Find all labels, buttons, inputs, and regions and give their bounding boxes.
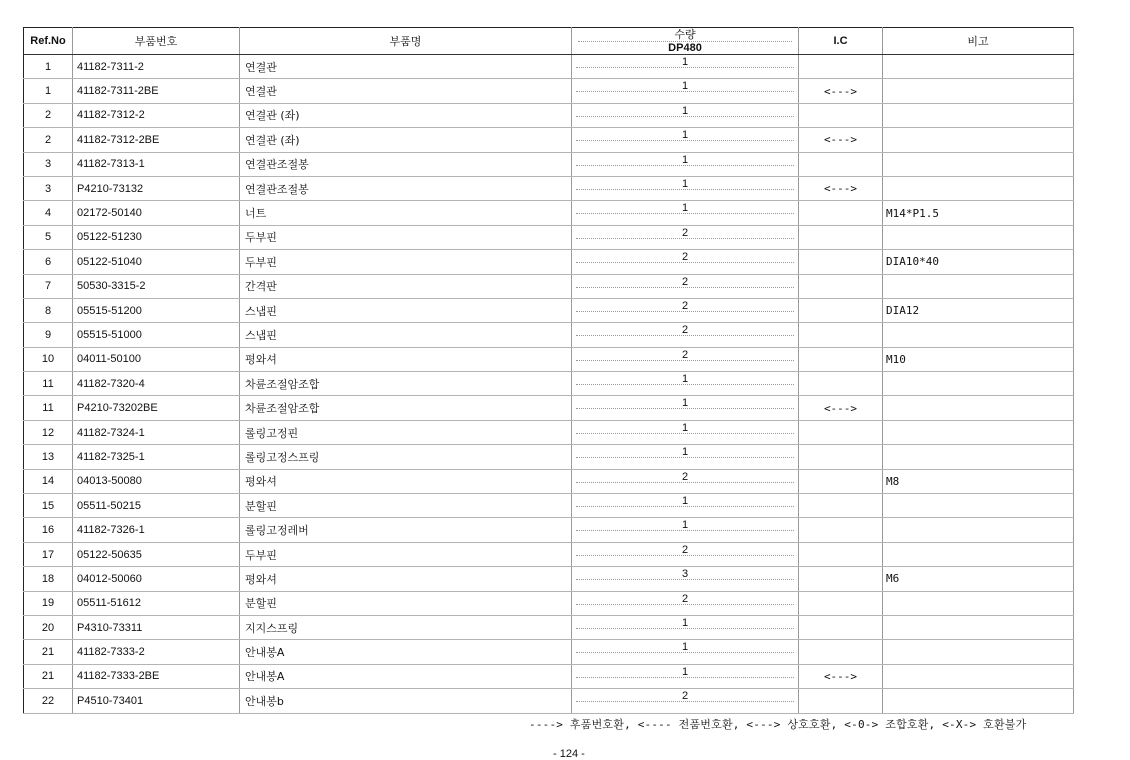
cell-remark [883,152,1074,176]
cell-part-number: 05122-51230 [73,225,240,249]
cell-interchange [799,445,883,469]
header-row [24,28,1074,55]
cell-part-number: P4210-73132 [73,176,240,200]
cell-quantity [572,128,799,152]
table-row [24,396,1074,420]
cell-ref-no: 2 [24,128,73,152]
cell-remark [883,420,1074,444]
quantity-value: 1 [681,104,689,117]
cell-quantity [572,347,799,371]
cell-remark [883,103,1074,127]
table-row [24,640,1074,664]
header-quantity [572,28,799,55]
cell-ref-no: 8 [24,298,73,322]
quantity-value: 2 [681,543,689,556]
cell-interchange [799,640,883,664]
cell-ref-no: 16 [24,518,73,542]
cell-interchange [799,201,883,225]
cell-quantity [572,689,799,713]
cell-ref-no: 4 [24,201,73,225]
cell-part-name: 평와셔 [240,567,572,591]
table-row [24,201,1074,225]
cell-interchange [799,591,883,615]
cell-part-name: 두부핀 [240,542,572,566]
quantity-value: 1 [681,80,689,93]
cell-interchange [799,347,883,371]
quantity-value: 1 [681,519,689,532]
cell-remark: DIA10*40 [883,250,1074,274]
quantity-value: 2 [681,299,689,312]
cell-remark [883,494,1074,518]
cell-quantity [572,567,799,591]
table-row [24,615,1074,639]
cell-part-number: 02172-50140 [73,201,240,225]
cell-ref-no: 21 [24,664,73,688]
cell-interchange: <---> [799,128,883,152]
cell-ref-no: 9 [24,323,73,347]
cell-quantity [572,201,799,225]
cell-ref-no: 22 [24,689,73,713]
header-ic: I.C [799,28,883,55]
cell-interchange [799,372,883,396]
cell-interchange [799,518,883,542]
table-row [24,103,1074,127]
cell-ref-no: 3 [24,176,73,200]
cell-quantity [572,469,799,493]
cell-part-number: 41182-7311-2 [73,55,240,79]
cell-remark [883,615,1074,639]
cell-remark [883,372,1074,396]
table-row [24,176,1074,200]
table-row [24,323,1074,347]
cell-quantity [572,79,799,103]
cell-part-name: 연결관조절봉 [240,152,572,176]
cell-remark [883,274,1074,298]
cell-remark [883,128,1074,152]
cell-interchange [799,494,883,518]
cell-part-number: 41182-7313-1 [73,152,240,176]
cell-part-name: 분할핀 [240,591,572,615]
quantity-value: 1 [681,421,689,434]
header-remarks: 비고 [883,28,1074,55]
cell-interchange [799,567,883,591]
cell-part-number: P4510-73401 [73,689,240,713]
cell-part-number: 41182-7333-2 [73,640,240,664]
cell-ref-no: 13 [24,445,73,469]
cell-quantity [572,445,799,469]
cell-part-name: 간격판 [240,274,572,298]
cell-quantity [572,225,799,249]
cell-ref-no: 18 [24,567,73,591]
cell-part-number: 05122-51040 [73,250,240,274]
cell-part-name: 안내봉b [240,689,572,713]
cell-remark [883,542,1074,566]
header-ref-no: Ref.No [24,28,73,55]
quantity-value: 1 [681,153,689,166]
cell-part-name: 안내봉A [240,640,572,664]
page-number: - 124 - [553,748,585,760]
cell-part-name: 안내봉A [240,664,572,688]
cell-part-name: 연결관 [240,55,572,79]
cell-part-number: 41182-7312-2BE [73,128,240,152]
cell-part-name: 너트 [240,201,572,225]
cell-part-name: 연결관조절봉 [240,176,572,200]
cell-part-name: 롤링고정스프링 [240,445,572,469]
cell-interchange [799,420,883,444]
cell-part-number: 41182-7326-1 [73,518,240,542]
cell-ref-no: 1 [24,79,73,103]
cell-interchange: <---> [799,396,883,420]
cell-ref-no: 2 [24,103,73,127]
cell-part-name: 연결관 [240,79,572,103]
cell-quantity [572,494,799,518]
table-row [24,128,1074,152]
cell-part-name: 분할핀 [240,494,572,518]
parts-table [23,27,1074,714]
cell-interchange [799,542,883,566]
quantity-value: 1 [681,202,689,215]
cell-part-number: 05122-50635 [73,542,240,566]
cell-part-name: 연결관 (좌) [240,128,572,152]
quantity-value: 1 [681,495,689,508]
table-row [24,420,1074,444]
cell-part-name: 지지스프링 [240,615,572,639]
cell-part-number: 50530-3315-2 [73,274,240,298]
cell-ref-no: 21 [24,640,73,664]
cell-ref-no: 7 [24,274,73,298]
table-row [24,347,1074,371]
quantity-value: 2 [681,324,689,337]
cell-interchange [799,250,883,274]
cell-quantity [572,420,799,444]
table-row [24,469,1074,493]
cell-part-name: 롤링고정핀 [240,420,572,444]
cell-interchange [799,323,883,347]
cell-quantity [572,323,799,347]
cell-part-number: 41182-7324-1 [73,420,240,444]
cell-interchange [799,469,883,493]
cell-quantity [572,396,799,420]
table-row [24,250,1074,274]
cell-part-number: 05511-50215 [73,494,240,518]
cell-part-number: 04013-50080 [73,469,240,493]
cell-interchange [799,103,883,127]
cell-interchange: <---> [799,79,883,103]
cell-ref-no: 6 [24,250,73,274]
cell-remark [883,664,1074,688]
quantity-value: 2 [681,690,689,703]
cell-remark [883,323,1074,347]
table-row [24,298,1074,322]
quantity-value: 1 [681,641,689,654]
cell-ref-no: 5 [24,225,73,249]
cell-quantity [572,176,799,200]
cell-quantity [572,518,799,542]
cell-part-name: 스냅핀 [240,323,572,347]
cell-ref-no: 1 [24,55,73,79]
quantity-value: 2 [681,275,689,288]
cell-part-number: 05511-51612 [73,591,240,615]
cell-ref-no: 10 [24,347,73,371]
cell-interchange [799,152,883,176]
cell-remark [883,689,1074,713]
table-row [24,494,1074,518]
quantity-value: 2 [681,348,689,361]
parts-body [24,55,1074,714]
cell-part-number: 41182-7325-1 [73,445,240,469]
cell-remark [883,591,1074,615]
quantity-value: 1 [681,616,689,629]
cell-quantity [572,152,799,176]
cell-remark [883,79,1074,103]
cell-part-number: 41182-7333-2BE [73,664,240,688]
cell-ref-no: 3 [24,152,73,176]
interchange-legend: ----> 후품번호환, <---- 전품번호환, <---> 상호호환, <-0-> 조합호환, <-X-> 호환불가 [529,718,1027,731]
cell-quantity [572,274,799,298]
cell-interchange [799,274,883,298]
cell-quantity [572,542,799,566]
cell-part-number: 41182-7320-4 [73,372,240,396]
cell-part-number: 05515-51200 [73,298,240,322]
cell-remark [883,396,1074,420]
cell-interchange: <---> [799,176,883,200]
cell-part-name: 두부핀 [240,250,572,274]
cell-quantity [572,640,799,664]
cell-part-name: 차륜조절암조합 [240,372,572,396]
cell-interchange [799,55,883,79]
cell-interchange [799,225,883,249]
header-part-number: 부품번호 [73,28,240,55]
cell-part-number: 05515-51000 [73,323,240,347]
cell-interchange [799,615,883,639]
cell-remark: M14*P1.5 [883,201,1074,225]
cell-ref-no: 17 [24,542,73,566]
cell-remark: M8 [883,469,1074,493]
quantity-value: 1 [681,177,689,190]
table-row [24,689,1074,713]
quantity-value: 1 [681,397,689,410]
cell-remark [883,55,1074,79]
table-row [24,591,1074,615]
cell-part-number: P4310-73311 [73,615,240,639]
cell-quantity [572,372,799,396]
quantity-value: 3 [681,568,689,581]
cell-quantity [572,55,799,79]
table-row [24,372,1074,396]
cell-part-number: 04011-50100 [73,347,240,371]
header-part-name: 부품명 [240,28,572,55]
quantity-value: 2 [681,226,689,239]
header-quantity-label: 수량 [674,27,696,41]
quantity-value: 2 [681,470,689,483]
quantity-value: 1 [681,446,689,459]
cell-part-name: 두부핀 [240,225,572,249]
cell-part-name: 평와셔 [240,347,572,371]
cell-part-name: 롤링고정레버 [240,518,572,542]
table-row [24,55,1074,79]
cell-part-name: 차륜조절암조합 [240,396,572,420]
table-row [24,152,1074,176]
cell-part-number: P4210-73202BE [73,396,240,420]
cell-interchange [799,298,883,322]
table-row [24,518,1074,542]
cell-remark [883,640,1074,664]
cell-part-name: 연결관 (좌) [240,103,572,127]
cell-remark [883,518,1074,542]
cell-part-name: 스냅핀 [240,298,572,322]
table-row [24,225,1074,249]
cell-remark [883,225,1074,249]
cell-ref-no: 20 [24,615,73,639]
cell-quantity [572,591,799,615]
cell-ref-no: 12 [24,420,73,444]
cell-part-number: 41182-7311-2BE [73,79,240,103]
quantity-value: 2 [681,592,689,605]
quantity-value: 1 [681,56,689,68]
cell-quantity [572,664,799,688]
table-row [24,664,1074,688]
table-row [24,567,1074,591]
cell-interchange: <---> [799,664,883,688]
header-model: DP480 [578,41,792,54]
cell-quantity [572,615,799,639]
cell-remark: M6 [883,567,1074,591]
table-row [24,445,1074,469]
cell-ref-no: 11 [24,372,73,396]
cell-quantity [572,298,799,322]
table-row [24,542,1074,566]
table-row [24,274,1074,298]
quantity-value: 1 [681,129,689,142]
cell-ref-no: 19 [24,591,73,615]
cell-ref-no: 14 [24,469,73,493]
cell-ref-no: 11 [24,396,73,420]
quantity-value: 2 [681,251,689,264]
cell-part-number: 41182-7312-2 [73,103,240,127]
cell-remark [883,445,1074,469]
cell-quantity [572,103,799,127]
cell-quantity [572,250,799,274]
quantity-value: 1 [681,373,689,386]
cell-remark [883,176,1074,200]
cell-remark: M10 [883,347,1074,371]
quantity-value: 1 [681,665,689,678]
table-row [24,79,1074,103]
cell-interchange [799,689,883,713]
cell-part-name: 평와셔 [240,469,572,493]
cell-remark: DIA12 [883,298,1074,322]
cell-part-number: 04012-50060 [73,567,240,591]
cell-ref-no: 15 [24,494,73,518]
